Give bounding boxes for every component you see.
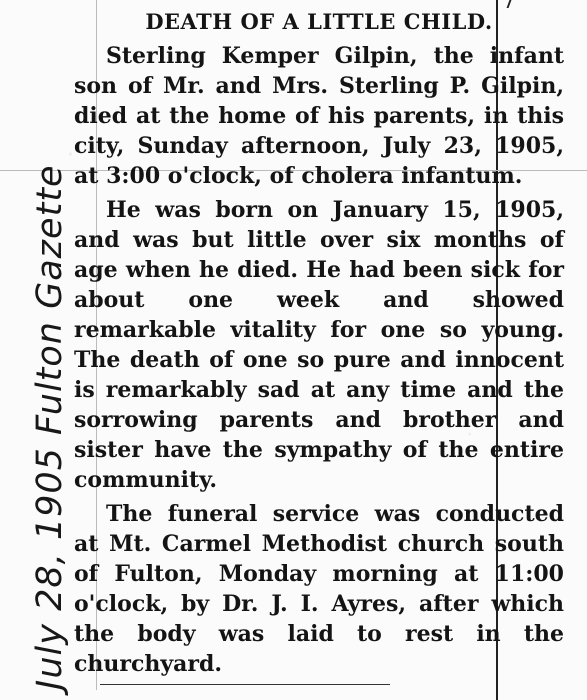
paragraph-3: The funeral service was conducted at Mt. Carmel Methodist church south of Fulton, Monday morning at 11:00 o'clock, by Dr. J. I. Ayres, after which the body was laid to rest in the churchyard. [74, 501, 564, 677]
end-rule [100, 684, 390, 685]
handwritten-date-note: July 28, 1905 Fulton Gazette [30, 164, 70, 690]
paragraph-1: Sterling Kemper Gilpin, the infant son of Mr. and Mrs. Sterling P. Gilpin, died at the home of his parents, in this city, Sunday afternoon, July 23, 1905, at 3:00 o'clock, of cholera infantum. [74, 43, 564, 189]
corner-mark [507, 0, 522, 8]
article [74, 8, 564, 679]
headline: DEATH OF A LITTLE CHILD. [145, 9, 493, 34]
paragraph-2: He was born on January 15, 1905, and was but little over six months of age when he died. He had been sick for about one week and showed remarkable vitality for one so young. The death of one so pure and innocent is remarkably sad at any time and the sorrowing parents and brother and sister have the sympathy of the entire community. [74, 197, 564, 493]
